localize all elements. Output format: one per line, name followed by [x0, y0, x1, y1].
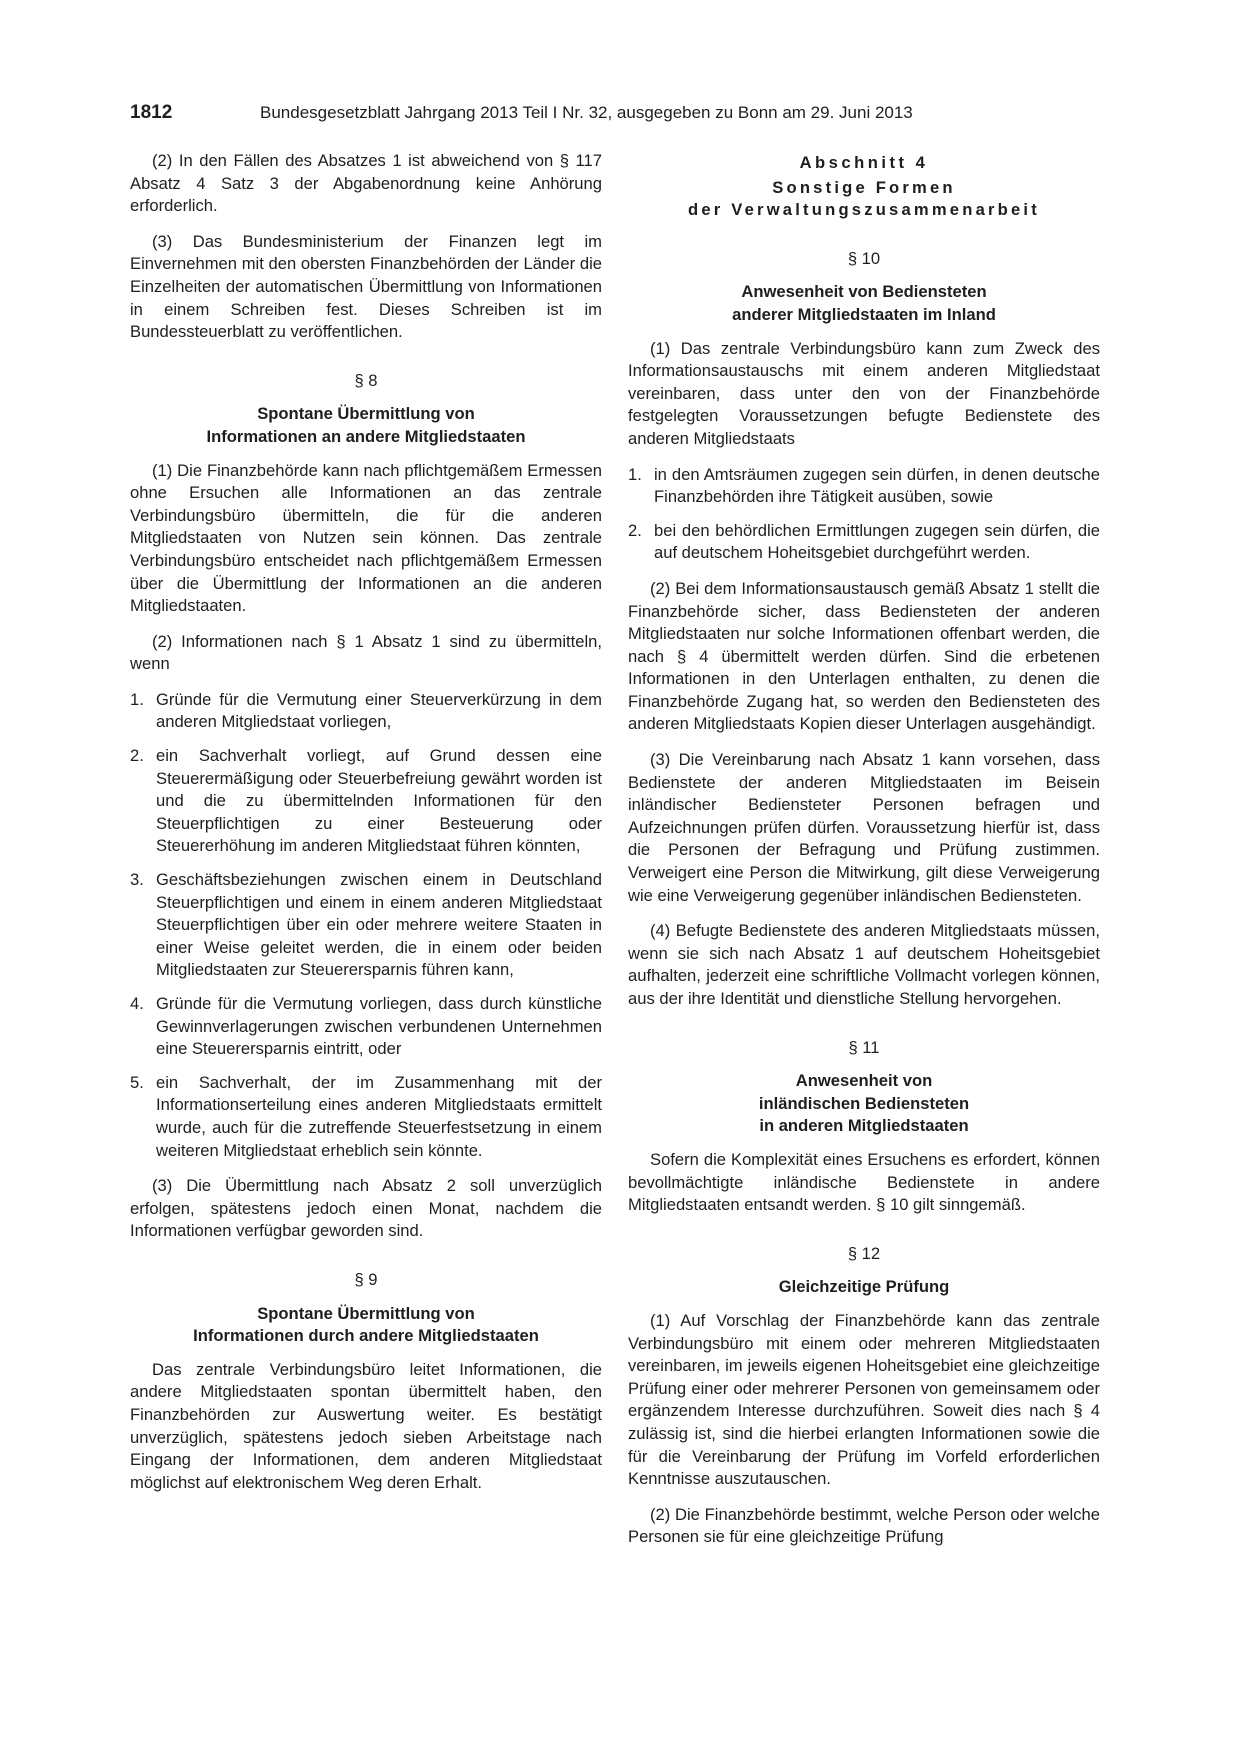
- page-header: [130, 102, 980, 128]
- part-title-line: Sonstige Formen: [772, 177, 956, 197]
- section-title-line: Spontane Übermittlung von: [257, 1303, 475, 1323]
- list-number: 3.: [130, 870, 144, 890]
- part-label: Abschnitt 4: [799, 153, 929, 172]
- paragraph: (2) Bei dem Informationsaustausch gemäß Absatz 1 stellt die Finanzbehörde sicher, dass Bediensteten der anderen Mitgliedstaaten nur solche Informationen offenbart werden, die nach § 4 übermittelt werden dürfen. Sind die erbetenen Informationen in den Unterlagen enthalten, zu denen die Finanzbehörde Zugang hat, so werden den Bediensteten des anderen Mitgliedstaats Kopien dieser Unterlagen ausgehändigt.: [628, 578, 1100, 734]
- section-title-line: Anwesenheit von: [795, 1071, 933, 1091]
- paragraph: (1) Die Finanzbehörde kann nach pflichtgemäßem Ermessen ohne Ersuchen alle Informationen an das zentrale Verbindungsbüro übermitteln, die für die anderen Mitgliedstaaten von Nutzen sein können. Das zentrale Verbindungsbüro entscheidet nach pflichtgemäßem Ermessen über die Übermittlung der Informationen an die anderen Mitgliedstaaten.: [130, 460, 602, 616]
- section-title-line: in anderen Mitgliedstaaten: [759, 1116, 969, 1136]
- paragraph: (3) Die Vereinbarung nach Absatz 1 kann vorsehen, dass Bedienstete der anderen Mitgliedstaaten im Beisein inländischer Bediensteter Personen befragen und Aufzeichnungen prüfen dürfen. Voraussetzung hierfür ist, dass die Personen der Befragung und Prüfung zustimmen. Verweigert eine Person die Mitwirkung, gilt diese Verweigerung wie eine Verweigerung gegenüber inländischen Bediensteten.: [628, 750, 1100, 905]
- list-number: 1.: [130, 689, 144, 709]
- section-title: [628, 1276, 1100, 1299]
- list-text: in den Amtsräumen zugegen sein dürfen, in denen deutsche Finanzbehörden ihre Tätigkeit ausüben, sowie: [654, 464, 1100, 507]
- page-number: 1812: [130, 102, 173, 123]
- list-item: [628, 520, 1100, 565]
- list-number: 4.: [130, 994, 144, 1013]
- part-title: [628, 177, 1100, 222]
- list-item: [130, 689, 602, 734]
- enumerated-list: [628, 464, 1100, 565]
- right-column: [628, 152, 1100, 1562]
- list-text: ein Sachverhalt vorliegt, auf Grund dessen eine Steuerermäßigung oder Steuerbefreiung gewährt worden ist und die zu übermittelnden Informationen für den Steuerpflichtigen zu einer Besteuerung oder Steuererhöhung im anderen Mitgliedstaat führen könnten,: [156, 746, 602, 856]
- section-title: [130, 403, 602, 448]
- list-text: bei den behördlichen Ermittlungen zugegen sein dürfen, die auf deutschem Hoheitsgebiet durchgeführt werden.: [654, 520, 1100, 563]
- section-title-line: Gleichzeitige Prüfung: [778, 1277, 950, 1297]
- list-item: [130, 993, 602, 1061]
- list-number: 2.: [130, 746, 144, 766]
- section-title-line: anderer Mitgliedstaaten im Inland: [732, 304, 996, 324]
- list-text: ein Sachverhalt, der im Zusammenhang mit der Informationserteilung eines anderen Mitgliedstaats ermittelt wurde, auch für die zutreffende Steuerfestsetzung in einem weiteren Mitgliedstaat erheblich sein könnte.: [156, 1072, 602, 1160]
- list-item: [130, 1072, 602, 1162]
- section-title: [628, 281, 1100, 326]
- section-number: § 9: [354, 1269, 378, 1289]
- section-title-line: Informationen durch andere Mitgliedstaaten: [193, 1326, 539, 1346]
- paragraph: (2) In den Fällen des Absatzes 1 ist abweichend von § 117 Absatz 4 Satz 3 der Abgabenordnung keine Anhörung erforderlich.: [130, 151, 602, 216]
- list-item: [130, 745, 602, 858]
- list-text: Geschäftsbeziehungen zwischen einem in Deutschland Steuerpflichtigen und einem in einem anderen Mitgliedstaat Steuerpflichtigen über ein oder mehrere weitere Staaten in einer Weise geleitet werden, die in einem oder beiden Mitgliedstaaten zur Steuerersparnis führen kann,: [156, 870, 602, 980]
- section-title-line: Anwesenheit von Bediensteten: [741, 282, 987, 302]
- list-item: [130, 869, 602, 982]
- paragraph: (4) Befugte Bedienstete des anderen Mitgliedstaats müssen, wenn sie sich nach Absatz 1 auf deutschem Hoheitsgebiet aufhalten, jederzeit eine schriftliche Vollmacht vorlegen können, aus der ihre Identität und dienstliche Stellung hervorgehen.: [628, 921, 1100, 1008]
- list-number: 1.: [628, 464, 642, 484]
- section-number: § 12: [847, 1243, 881, 1263]
- section-title-line: Spontane Übermittlung von: [257, 404, 475, 424]
- paragraph: (1) Das zentrale Verbindungsbüro kann zum Zweck des Informationsaustauschs mit einem anderen Mitgliedstaat vereinbaren, dass unter den von der Finanzbehörde festgelegten Voraussetzungen befugte Bedienstete des anderen Mitgliedstaats: [628, 338, 1100, 448]
- paragraph: (2) Informationen nach § 1 Absatz 1 sind zu übermitteln, wenn: [130, 631, 602, 674]
- publication-header: Bundesgesetzblatt Jahrgang 2013 Teil I Nr. 32, ausgegeben zu Bonn am 29. Juni 2013: [260, 103, 913, 122]
- enumerated-list: [130, 689, 602, 1162]
- section-title-line: inländischen Bediensteten: [758, 1093, 970, 1113]
- list-item: [628, 464, 1100, 509]
- section-number: § 10: [847, 248, 881, 268]
- paragraph: (1) Auf Vorschlag der Finanzbehörde kann das zentrale Verbindungsbüro mit einem oder mehreren Mitgliedstaaten vereinbaren, im jeweils eigenen Hoheitsgebiet eine gleichzeitige Prüfung einer oder mehrerer Personen von gemeinsamem oder ergänzendem Interesse durchzuführen. Soweit dies nach § 4 zulässig ist, sind die hierbei erlangten Informationen sowie die für die Vereinbarung der Prüfung im Vorfeld erforderlichen Kenntnisse auszutauschen.: [628, 1310, 1100, 1489]
- section-title: [628, 1070, 1100, 1138]
- paragraph: (3) Die Übermittlung nach Absatz 2 soll unverzüglich erfolgen, spätestens jedoch einen Monat, nachdem die Informationen verfügbar geworden sind.: [130, 1176, 602, 1241]
- left-column: [130, 150, 602, 1507]
- paragraph: (2) Die Finanzbehörde bestimmt, welche Person oder welche Personen sie für eine gleichzeitige Prüfung: [628, 1504, 1100, 1547]
- paragraph: (3) Das Bundesministerium der Finanzen legt im Einvernehmen mit den obersten Finanzbehörden der Länder die Einzelheiten der automatischen Übermittlung von Informationen in einem Schreiben fest. Dieses Schreiben ist im Bundessteuerblatt zu veröffentlichen.: [130, 231, 602, 342]
- paragraph: Das zentrale Verbindungsbüro leitet Informationen, die andere Mitgliedstaaten spontan übermittelt haben, den Finanzbehörden zur Auswertung weiter. Es bestätigt unverzüglich, spätestens jedoch sieben Arbeitstage nach Eingang der Informationen, dem anderen Mitgliedstaat möglichst auf elektronischem Weg deren Erhalt.: [130, 1359, 602, 1492]
- list-text: Gründe für die Vermutung einer Steuerverkürzung in dem anderen Mitgliedstaat vorliegen,: [156, 689, 602, 732]
- part-title-line: der Verwaltungszusammenarbeit: [688, 200, 1040, 220]
- paragraph: Sofern die Komplexität eines Ersuchens es erfordert, können bevollmächtigte inländische Bedienstete in andere Mitgliedstaaten entsandt werden. § 10 gilt sinngemäß.: [628, 1149, 1100, 1215]
- section-title-line: Informationen an andere Mitgliedstaaten: [206, 426, 526, 446]
- section-number: § 11: [848, 1037, 880, 1057]
- list-text: Gründe für die Vermutung vorliegen, dass durch künstliche Gewinnverlagerungen zwischen verbundenen Unternehmen eine Steuerersparnis eintritt, oder: [156, 994, 602, 1059]
- section-number: § 8: [354, 370, 378, 390]
- list-number: 2.: [628, 520, 642, 540]
- section-title: [130, 1303, 602, 1348]
- list-number: 5.: [130, 1072, 144, 1092]
